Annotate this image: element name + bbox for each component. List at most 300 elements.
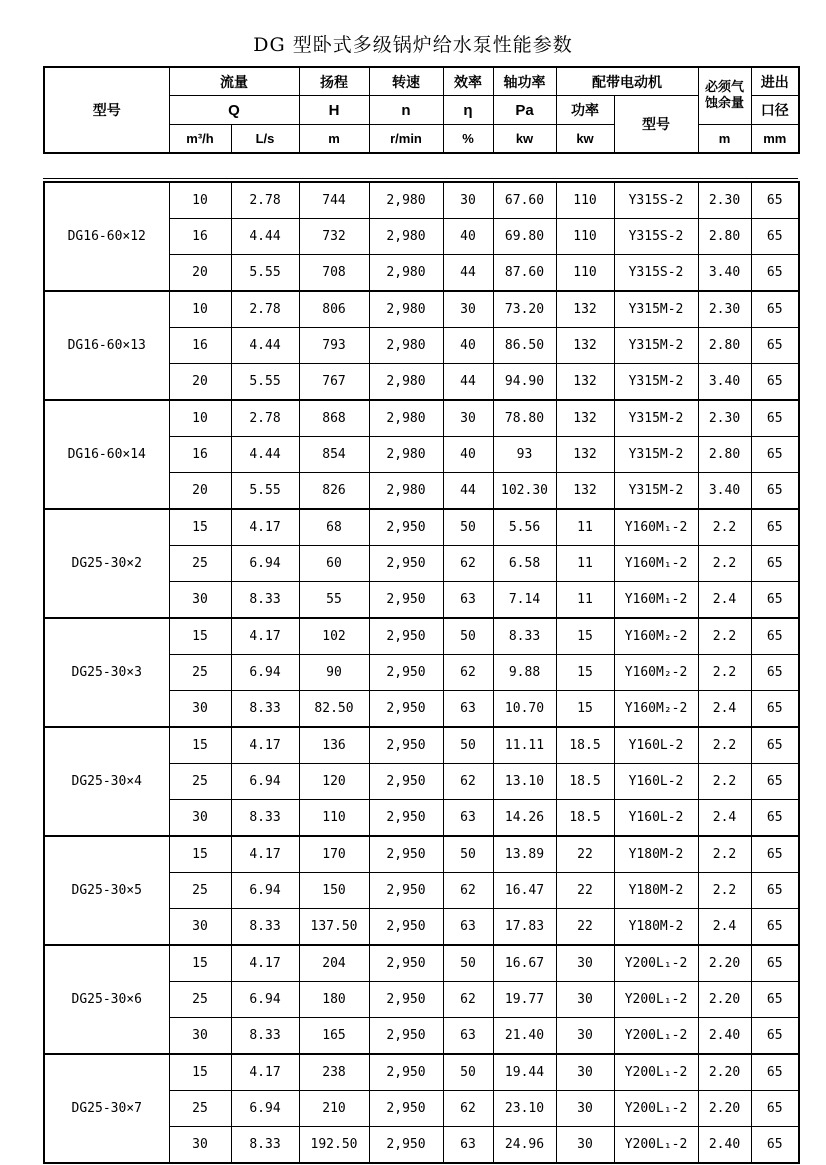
- cell-efficiency-pct: 30: [443, 400, 493, 437]
- cell-flow-ls: 8.33: [231, 1127, 299, 1164]
- cell-shaft-power-kw: 21.40: [493, 1018, 556, 1055]
- cell-shaft-power-kw: 16.47: [493, 873, 556, 909]
- header-row-labels: [44, 67, 799, 96]
- cell-npsh-m: 2.4: [698, 582, 751, 619]
- cell-npsh-m: 2.40: [698, 1018, 751, 1055]
- cell-npsh-m: 2.2: [698, 764, 751, 800]
- cell-speed-rpm: 2,950: [369, 509, 443, 546]
- cell-head-m: 204: [299, 945, 369, 982]
- cell-motor-power-kw: 18.5: [556, 764, 614, 800]
- cell-shaft-power-kw: 17.83: [493, 909, 556, 946]
- cell-npsh-m: 2.4: [698, 800, 751, 837]
- cell-motor-power-kw: 18.5: [556, 727, 614, 764]
- cell-head-m: 136: [299, 727, 369, 764]
- cell-motor-model: Y315M-2: [614, 291, 698, 328]
- unit-port: mm: [751, 125, 799, 154]
- cell-efficiency-pct: 50: [443, 618, 493, 655]
- cell-npsh-m: 2.2: [698, 836, 751, 873]
- cell-speed-rpm: 2,950: [369, 800, 443, 837]
- cell-speed-rpm: 2,950: [369, 618, 443, 655]
- cell-motor-model: Y180M-2: [614, 909, 698, 946]
- cell-speed-rpm: 2,980: [369, 473, 443, 510]
- cell-speed-rpm: 2,980: [369, 364, 443, 401]
- cell-motor-model: Y160L-2: [614, 727, 698, 764]
- cell-npsh-m: 2.2: [698, 655, 751, 691]
- cell-motor-model: Y180M-2: [614, 836, 698, 873]
- cell-efficiency-pct: 62: [443, 764, 493, 800]
- table-row: [44, 509, 799, 546]
- cell-motor-model: Y160M₁-2: [614, 509, 698, 546]
- symbol-speed: n: [369, 96, 443, 125]
- cell-shaft-power-kw: 102.30: [493, 473, 556, 510]
- cell-head-m: 82.50: [299, 691, 369, 728]
- cell-head-m: 210: [299, 1091, 369, 1127]
- cell-flow-ls: 6.94: [231, 982, 299, 1018]
- cell-port-mm: 65: [751, 727, 799, 764]
- col-header-efficiency: 效率: [443, 67, 493, 96]
- cell-motor-model: Y160L-2: [614, 764, 698, 800]
- cell-port-mm: 65: [751, 836, 799, 873]
- cell-flow-ls: 4.44: [231, 437, 299, 473]
- cell-speed-rpm: 2,950: [369, 691, 443, 728]
- cell-flow-m3h: 25: [169, 655, 231, 691]
- cell-head-m: 170: [299, 836, 369, 873]
- cell-port-mm: 65: [751, 473, 799, 510]
- col-header-speed: 转速: [369, 67, 443, 96]
- cell-efficiency-pct: 40: [443, 328, 493, 364]
- cell-flow-m3h: 20: [169, 364, 231, 401]
- cell-flow-m3h: 15: [169, 618, 231, 655]
- cell-flow-m3h: 20: [169, 255, 231, 292]
- cell-motor-model: Y160M₂-2: [614, 691, 698, 728]
- cell-npsh-m: 3.40: [698, 255, 751, 292]
- cell-motor-power-kw: 15: [556, 655, 614, 691]
- cell-head-m: 793: [299, 328, 369, 364]
- cell-speed-rpm: 2,950: [369, 546, 443, 582]
- cell-efficiency-pct: 30: [443, 182, 493, 219]
- cell-motor-power-kw: 11: [556, 509, 614, 546]
- cell-speed-rpm: 2,980: [369, 255, 443, 292]
- cell-flow-m3h: 20: [169, 473, 231, 510]
- cell-motor-model: Y160M₂-2: [614, 655, 698, 691]
- cell-port-mm: 65: [751, 909, 799, 946]
- cell-npsh-m: 2.40: [698, 1127, 751, 1164]
- cell-port-mm: 65: [751, 546, 799, 582]
- cell-head-m: 238: [299, 1054, 369, 1091]
- cell-shaft-power-kw: 94.90: [493, 364, 556, 401]
- col-header-motor-power: 功率: [556, 96, 614, 125]
- cell-efficiency-pct: 63: [443, 800, 493, 837]
- cell-motor-model: Y160M₂-2: [614, 618, 698, 655]
- cell-port-mm: 65: [751, 219, 799, 255]
- cell-head-m: 180: [299, 982, 369, 1018]
- cell-head-m: 165: [299, 1018, 369, 1055]
- cell-flow-m3h: 30: [169, 1018, 231, 1055]
- cell-head-m: 120: [299, 764, 369, 800]
- cell-flow-ls: 2.78: [231, 291, 299, 328]
- cell-npsh-m: 2.20: [698, 1091, 751, 1127]
- cell-motor-model: Y200L₁-2: [614, 982, 698, 1018]
- cell-port-mm: 65: [751, 982, 799, 1018]
- cell-npsh-m: 2.30: [698, 291, 751, 328]
- cell-flow-m3h: 30: [169, 909, 231, 946]
- table-row: [44, 945, 799, 982]
- cell-port-mm: 65: [751, 291, 799, 328]
- cell-shaft-power-kw: 16.67: [493, 945, 556, 982]
- cell-efficiency-pct: 50: [443, 945, 493, 982]
- cell-port-mm: 65: [751, 400, 799, 437]
- table-row: [44, 1054, 799, 1091]
- unit-flow-m3h: m³/h: [169, 125, 231, 154]
- cell-npsh-m: 2.80: [698, 328, 751, 364]
- cell-motor-model: Y160M₁-2: [614, 582, 698, 619]
- cell-motor-power-kw: 132: [556, 400, 614, 437]
- cell-speed-rpm: 2,950: [369, 655, 443, 691]
- cell-npsh-m: 2.20: [698, 982, 751, 1018]
- cell-npsh-m: 2.2: [698, 509, 751, 546]
- cell-motor-power-kw: 110: [556, 219, 614, 255]
- cell-efficiency-pct: 50: [443, 836, 493, 873]
- cell-port-mm: 65: [751, 182, 799, 219]
- cell-motor-power-kw: 132: [556, 473, 614, 510]
- cell-head-m: 68: [299, 509, 369, 546]
- cell-speed-rpm: 2,950: [369, 1091, 443, 1127]
- cell-efficiency-pct: 50: [443, 727, 493, 764]
- cell-npsh-m: 2.20: [698, 1054, 751, 1091]
- header-table: [43, 66, 800, 154]
- cell-efficiency-pct: 63: [443, 691, 493, 728]
- cell-flow-m3h: 15: [169, 509, 231, 546]
- unit-flow-ls: L/s: [231, 125, 299, 154]
- cell-speed-rpm: 2,950: [369, 836, 443, 873]
- cell-efficiency-pct: 44: [443, 473, 493, 510]
- cell-motor-power-kw: 30: [556, 945, 614, 982]
- cell-motor-power-kw: 30: [556, 982, 614, 1018]
- cell-flow-ls: 8.33: [231, 691, 299, 728]
- cell-speed-rpm: 2,980: [369, 219, 443, 255]
- cell-motor-model: Y200L₁-2: [614, 1091, 698, 1127]
- cell-shaft-power-kw: 6.58: [493, 546, 556, 582]
- table-row: [44, 182, 799, 219]
- cell-shaft-power-kw: 11.11: [493, 727, 556, 764]
- col-header-port-line2: 口径: [751, 96, 799, 125]
- cell-head-m: 110: [299, 800, 369, 837]
- cell-npsh-m: 2.2: [698, 727, 751, 764]
- cell-flow-ls: 4.17: [231, 945, 299, 982]
- cell-shaft-power-kw: 67.60: [493, 182, 556, 219]
- cell-efficiency-pct: 63: [443, 582, 493, 619]
- cell-flow-ls: 6.94: [231, 764, 299, 800]
- cell-head-m: 744: [299, 182, 369, 219]
- cell-npsh-m: 2.30: [698, 400, 751, 437]
- cell-efficiency-pct: 50: [443, 509, 493, 546]
- cell-flow-m3h: 15: [169, 945, 231, 982]
- npsh-label-line2: 蚀余量: [704, 96, 744, 111]
- cell-speed-rpm: 2,980: [369, 182, 443, 219]
- cell-shaft-power-kw: 7.14: [493, 582, 556, 619]
- cell-flow-ls: 4.44: [231, 219, 299, 255]
- cell-flow-m3h: 10: [169, 182, 231, 219]
- pump-model-cell: DG25-30×4: [44, 727, 169, 836]
- cell-flow-m3h: 30: [169, 800, 231, 837]
- cell-port-mm: 65: [751, 437, 799, 473]
- cell-speed-rpm: 2,950: [369, 945, 443, 982]
- cell-port-mm: 65: [751, 1018, 799, 1055]
- pump-model-cell: DG25-30×5: [44, 836, 169, 945]
- cell-port-mm: 65: [751, 509, 799, 546]
- cell-port-mm: 65: [751, 255, 799, 292]
- cell-flow-m3h: 16: [169, 437, 231, 473]
- cell-motor-model: Y315M-2: [614, 473, 698, 510]
- pump-data-table: [43, 181, 800, 1164]
- cell-speed-rpm: 2,950: [369, 582, 443, 619]
- cell-efficiency-pct: 62: [443, 546, 493, 582]
- body-table-top-rule: [43, 178, 798, 179]
- cell-speed-rpm: 2,950: [369, 1018, 443, 1055]
- cell-port-mm: 65: [751, 582, 799, 619]
- cell-head-m: 60: [299, 546, 369, 582]
- cell-flow-m3h: 30: [169, 582, 231, 619]
- table-row: [44, 400, 799, 437]
- pump-model-cell: DG16-60×14: [44, 400, 169, 509]
- cell-motor-power-kw: 22: [556, 836, 614, 873]
- cell-flow-m3h: 10: [169, 400, 231, 437]
- cell-speed-rpm: 2,950: [369, 1054, 443, 1091]
- cell-flow-ls: 5.55: [231, 473, 299, 510]
- cell-efficiency-pct: 62: [443, 655, 493, 691]
- cell-flow-ls: 5.55: [231, 255, 299, 292]
- cell-shaft-power-kw: 87.60: [493, 255, 556, 292]
- cell-speed-rpm: 2,950: [369, 909, 443, 946]
- cell-motor-power-kw: 30: [556, 1091, 614, 1127]
- cell-motor-model: Y160L-2: [614, 800, 698, 837]
- cell-port-mm: 65: [751, 873, 799, 909]
- cell-flow-ls: 4.17: [231, 509, 299, 546]
- cell-speed-rpm: 2,980: [369, 437, 443, 473]
- cell-flow-ls: 8.33: [231, 582, 299, 619]
- unit-efficiency: %: [443, 125, 493, 154]
- cell-motor-model: Y315S-2: [614, 255, 698, 292]
- cell-motor-model: Y200L₁-2: [614, 1127, 698, 1164]
- npsh-label-line1: 必须气: [704, 80, 744, 95]
- cell-shaft-power-kw: 13.89: [493, 836, 556, 873]
- cell-motor-model: Y315S-2: [614, 182, 698, 219]
- cell-flow-ls: 6.94: [231, 873, 299, 909]
- cell-flow-ls: 4.17: [231, 836, 299, 873]
- symbol-flow: Q: [169, 96, 299, 125]
- cell-efficiency-pct: 63: [443, 909, 493, 946]
- table-row: [44, 291, 799, 328]
- cell-head-m: 192.50: [299, 1127, 369, 1164]
- cell-speed-rpm: 2,950: [369, 982, 443, 1018]
- cell-flow-ls: 8.33: [231, 1018, 299, 1055]
- table-row: [44, 836, 799, 873]
- cell-flow-ls: 4.44: [231, 328, 299, 364]
- cell-head-m: 868: [299, 400, 369, 437]
- cell-npsh-m: 2.20: [698, 945, 751, 982]
- cell-speed-rpm: 2,950: [369, 1127, 443, 1164]
- col-header-flow: 流量: [169, 67, 299, 96]
- table-row: [44, 618, 799, 655]
- cell-port-mm: 65: [751, 655, 799, 691]
- cell-efficiency-pct: 63: [443, 1127, 493, 1164]
- cell-flow-m3h: 16: [169, 219, 231, 255]
- pump-table-body: [44, 182, 799, 1163]
- pump-model-cell: DG25-30×2: [44, 509, 169, 618]
- cell-motor-model: Y160M₁-2: [614, 546, 698, 582]
- pump-model-cell: DG16-60×12: [44, 182, 169, 291]
- cell-motor-model: Y315S-2: [614, 219, 698, 255]
- col-header-motor-model: 型号: [614, 96, 698, 154]
- cell-flow-ls: 4.17: [231, 1054, 299, 1091]
- cell-shaft-power-kw: 19.44: [493, 1054, 556, 1091]
- cell-flow-m3h: 30: [169, 1127, 231, 1164]
- cell-motor-power-kw: 11: [556, 582, 614, 619]
- cell-motor-power-kw: 18.5: [556, 800, 614, 837]
- pump-model-cell: DG16-60×13: [44, 291, 169, 400]
- cell-motor-power-kw: 15: [556, 691, 614, 728]
- cell-motor-power-kw: 30: [556, 1127, 614, 1164]
- cell-motor-model: Y315M-2: [614, 328, 698, 364]
- cell-flow-ls: 2.78: [231, 400, 299, 437]
- cell-shaft-power-kw: 93: [493, 437, 556, 473]
- cell-flow-m3h: 15: [169, 836, 231, 873]
- cell-motor-power-kw: 30: [556, 1054, 614, 1091]
- cell-flow-m3h: 25: [169, 764, 231, 800]
- cell-motor-model: Y315M-2: [614, 400, 698, 437]
- cell-flow-m3h: 15: [169, 1054, 231, 1091]
- cell-shaft-power-kw: 69.80: [493, 219, 556, 255]
- cell-efficiency-pct: 62: [443, 1091, 493, 1127]
- cell-head-m: 826: [299, 473, 369, 510]
- cell-npsh-m: 2.4: [698, 909, 751, 946]
- cell-flow-ls: 4.17: [231, 727, 299, 764]
- cell-motor-power-kw: 132: [556, 364, 614, 401]
- cell-efficiency-pct: 62: [443, 982, 493, 1018]
- cell-shaft-power-kw: 9.88: [493, 655, 556, 691]
- cell-motor-power-kw: 30: [556, 1018, 614, 1055]
- unit-shaft-power: kw: [493, 125, 556, 154]
- cell-efficiency-pct: 63: [443, 1018, 493, 1055]
- cell-port-mm: 65: [751, 691, 799, 728]
- cell-speed-rpm: 2,980: [369, 400, 443, 437]
- cell-npsh-m: 2.2: [698, 873, 751, 909]
- cell-motor-model: Y315M-2: [614, 364, 698, 401]
- cell-motor-model: Y180M-2: [614, 873, 698, 909]
- cell-shaft-power-kw: 73.20: [493, 291, 556, 328]
- cell-shaft-power-kw: 13.10: [493, 764, 556, 800]
- symbol-head: H: [299, 96, 369, 125]
- cell-efficiency-pct: 30: [443, 291, 493, 328]
- col-header-shaft-power: 轴功率: [493, 67, 556, 96]
- cell-npsh-m: 2.2: [698, 546, 751, 582]
- cell-npsh-m: 2.4: [698, 691, 751, 728]
- cell-port-mm: 65: [751, 1127, 799, 1164]
- cell-shaft-power-kw: 78.80: [493, 400, 556, 437]
- cell-npsh-m: 2.80: [698, 219, 751, 255]
- col-header-pump-model: 型号: [44, 67, 169, 153]
- cell-head-m: 150: [299, 873, 369, 909]
- cell-flow-ls: 6.94: [231, 1091, 299, 1127]
- cell-shaft-power-kw: 8.33: [493, 618, 556, 655]
- cell-flow-m3h: 25: [169, 873, 231, 909]
- cell-flow-ls: 4.17: [231, 618, 299, 655]
- cell-head-m: 854: [299, 437, 369, 473]
- pump-model-cell: DG25-30×3: [44, 618, 169, 727]
- cell-efficiency-pct: 44: [443, 364, 493, 401]
- cell-head-m: 767: [299, 364, 369, 401]
- cell-shaft-power-kw: 10.70: [493, 691, 556, 728]
- cell-npsh-m: 2.2: [698, 618, 751, 655]
- cell-port-mm: 65: [751, 945, 799, 982]
- pump-model-cell: DG25-30×6: [44, 945, 169, 1054]
- symbol-shaft-power: Pa: [493, 96, 556, 125]
- unit-head: m: [299, 125, 369, 154]
- cell-head-m: 732: [299, 219, 369, 255]
- cell-motor-power-kw: 132: [556, 291, 614, 328]
- cell-shaft-power-kw: 24.96: [493, 1127, 556, 1164]
- cell-flow-ls: 8.33: [231, 909, 299, 946]
- cell-flow-m3h: 15: [169, 727, 231, 764]
- cell-port-mm: 65: [751, 618, 799, 655]
- cell-head-m: 90: [299, 655, 369, 691]
- cell-motor-power-kw: 22: [556, 873, 614, 909]
- cell-flow-m3h: 16: [169, 328, 231, 364]
- col-header-npsh: [698, 67, 751, 125]
- cell-motor-model: Y200L₁-2: [614, 945, 698, 982]
- cell-npsh-m: 3.40: [698, 473, 751, 510]
- unit-motor-power: kw: [556, 125, 614, 154]
- cell-head-m: 137.50: [299, 909, 369, 946]
- cell-head-m: 102: [299, 618, 369, 655]
- cell-efficiency-pct: 40: [443, 219, 493, 255]
- cell-motor-power-kw: 110: [556, 182, 614, 219]
- cell-motor-power-kw: 110: [556, 255, 614, 292]
- cell-flow-ls: 5.55: [231, 364, 299, 401]
- cell-flow-m3h: 25: [169, 546, 231, 582]
- cell-efficiency-pct: 44: [443, 255, 493, 292]
- cell-port-mm: 65: [751, 800, 799, 837]
- cell-efficiency-pct: 40: [443, 437, 493, 473]
- cell-speed-rpm: 2,950: [369, 727, 443, 764]
- cell-speed-rpm: 2,950: [369, 764, 443, 800]
- cell-motor-power-kw: 132: [556, 328, 614, 364]
- cell-port-mm: 65: [751, 364, 799, 401]
- cell-shaft-power-kw: 23.10: [493, 1091, 556, 1127]
- cell-npsh-m: 2.30: [698, 182, 751, 219]
- cell-port-mm: 65: [751, 1091, 799, 1127]
- cell-motor-power-kw: 11: [556, 546, 614, 582]
- page-title: DG 型卧式多级锅炉给水泵性能参数: [253, 34, 573, 56]
- cell-speed-rpm: 2,980: [369, 291, 443, 328]
- cell-head-m: 55: [299, 582, 369, 619]
- cell-motor-model: Y200L₁-2: [614, 1018, 698, 1055]
- cell-flow-m3h: 30: [169, 691, 231, 728]
- cell-flow-m3h: 10: [169, 291, 231, 328]
- pump-model-cell: DG25-30×7: [44, 1054, 169, 1163]
- cell-flow-ls: 6.94: [231, 655, 299, 691]
- col-header-port-line1: 进出: [751, 67, 799, 96]
- cell-head-m: 708: [299, 255, 369, 292]
- cell-flow-ls: 2.78: [231, 182, 299, 219]
- cell-efficiency-pct: 50: [443, 1054, 493, 1091]
- cell-motor-power-kw: 132: [556, 437, 614, 473]
- cell-npsh-m: 2.80: [698, 437, 751, 473]
- col-header-head: 扬程: [299, 67, 369, 96]
- symbol-efficiency: η: [443, 96, 493, 125]
- cell-shaft-power-kw: 14.26: [493, 800, 556, 837]
- cell-shaft-power-kw: 19.77: [493, 982, 556, 1018]
